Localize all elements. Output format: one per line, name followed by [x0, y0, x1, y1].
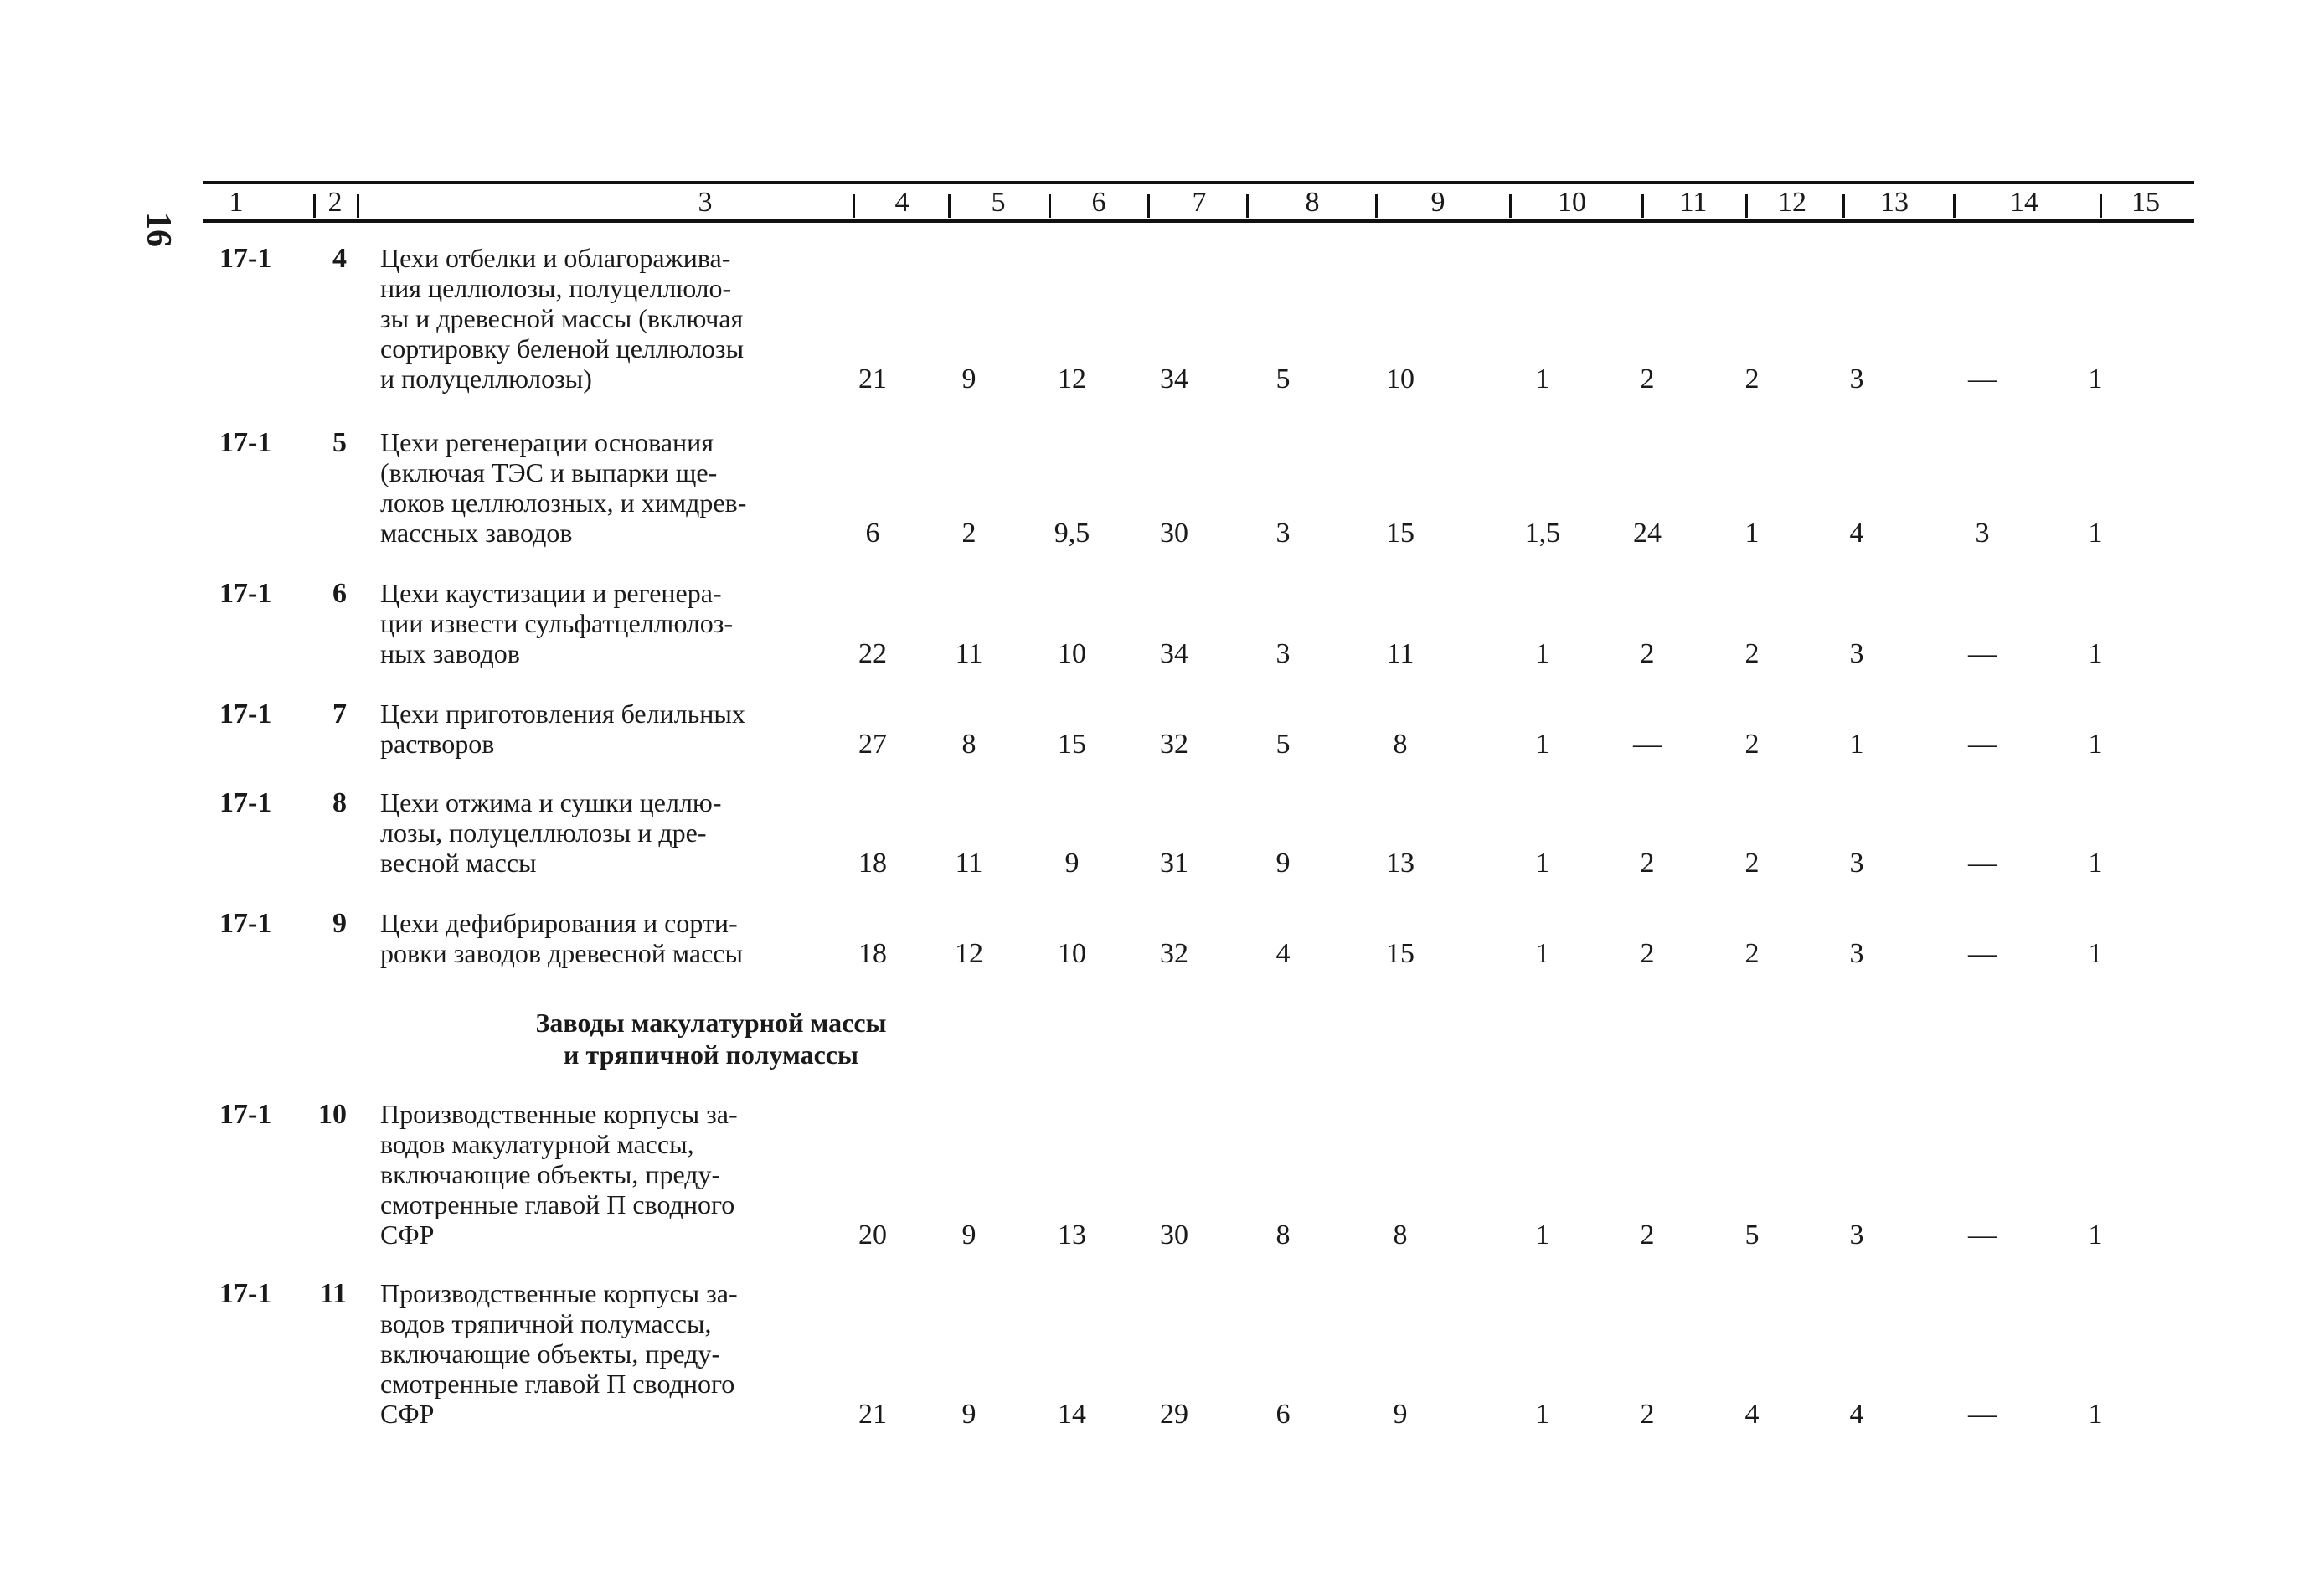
row-value-col-14: — — [1968, 1399, 1997, 1430]
row-value-col-11: 2 — [1640, 848, 1655, 879]
row-value-col-15: 1 — [2088, 938, 2103, 969]
row-value-col-7: 32 — [1160, 729, 1188, 760]
row-value-col-6: 12 — [1058, 364, 1086, 394]
row-value-col-10: 1 — [1535, 1219, 1550, 1250]
row-value-col-8: 5 — [1275, 729, 1291, 760]
row-value-col-13: 3 — [1849, 938, 1864, 969]
header-col-13: 13 — [1880, 187, 1909, 218]
row-code: 17-1 — [219, 908, 272, 939]
row-value-col-10: 1 — [1535, 1399, 1550, 1430]
row-value-col-12: 2 — [1744, 638, 1760, 669]
header-col-10: 10 — [1558, 187, 1586, 218]
row-description: Цехи отбелки и облагоражива- ния целлюлозы, полуцеллюло- зы и древесной массы (включая сортировку беленой целлюлозы и полуцеллюлозы) — [380, 243, 745, 394]
row-value-col-5: 9 — [961, 364, 976, 394]
row-value-col-8: 8 — [1275, 1219, 1291, 1250]
row-value-col-4: 22 — [858, 638, 887, 669]
header-separator — [853, 194, 855, 218]
row-value-col-13: 3 — [1849, 364, 1864, 394]
row-value-col-9: 15 — [1386, 938, 1414, 969]
row-value-col-8: 6 — [1275, 1399, 1291, 1430]
row-value-col-13: 3 — [1849, 848, 1864, 879]
row-value-col-5: 8 — [961, 729, 976, 760]
row-value-col-4: 6 — [865, 518, 880, 549]
header-separator — [1745, 194, 1748, 218]
row-value-col-11: 24 — [1633, 518, 1662, 549]
row-value-col-15: 1 — [2088, 848, 2103, 879]
row-value-col-11: 2 — [1640, 1219, 1655, 1250]
row-value-col-9: 15 — [1386, 518, 1414, 549]
row-value-col-14: — — [1968, 938, 1997, 969]
row-value-col-13: 3 — [1849, 638, 1864, 669]
row-value-col-10: 1 — [1535, 938, 1550, 969]
row-value-col-5: 11 — [955, 848, 983, 879]
row-value-col-7: 31 — [1160, 848, 1188, 879]
row-description: Производственные корпусы за- водов тряпичной полумассы, включающие объекты, преду- смотренные главой П сводного СФР — [380, 1278, 738, 1429]
row-code: 17-1 — [219, 787, 272, 818]
row-value-col-4: 27 — [858, 729, 887, 760]
row-value-col-5: 2 — [961, 518, 976, 549]
row-number: 6 — [332, 578, 347, 609]
row-value-col-14: — — [1968, 848, 1997, 879]
row-value-col-12: 1 — [1744, 518, 1760, 549]
row-value-col-6: 13 — [1058, 1219, 1086, 1250]
row-value-col-7: 30 — [1160, 1219, 1188, 1250]
row-value-col-14: — — [1968, 1219, 1997, 1250]
row-value-col-5: 12 — [955, 938, 983, 969]
row-value-col-6: 14 — [1058, 1399, 1086, 1430]
row-value-col-11: 2 — [1640, 1399, 1655, 1430]
row-value-col-12: 2 — [1744, 848, 1760, 879]
row-value-col-9: 10 — [1386, 364, 1414, 394]
row-value-col-12: 2 — [1744, 729, 1760, 760]
row-value-col-5: 11 — [955, 638, 983, 669]
header-separator — [1375, 194, 1378, 218]
row-code: 17-1 — [219, 427, 272, 458]
row-description: Производственные корпусы за- водов макулатурной массы, включающие объекты, преду- смотренные главой П сводного СФР — [380, 1099, 738, 1250]
table-top-rule — [203, 181, 2194, 184]
header-separator — [1246, 194, 1249, 218]
row-value-col-8: 4 — [1275, 938, 1291, 969]
row-value-col-13: 1 — [1849, 729, 1864, 760]
row-value-col-6: 15 — [1058, 729, 1086, 760]
header-col-7: 7 — [1192, 187, 1207, 218]
row-value-col-14: — — [1968, 729, 1997, 760]
row-value-col-4: 21 — [858, 1399, 887, 1430]
header-col-11: 11 — [1679, 187, 1708, 218]
row-value-col-4: 18 — [858, 848, 887, 879]
row-value-col-7: 34 — [1160, 364, 1188, 394]
header-separator — [1953, 194, 1956, 218]
row-value-col-15: 1 — [2088, 729, 2103, 760]
header-col-3: 3 — [698, 187, 713, 218]
row-value-col-10: 1 — [1535, 364, 1550, 394]
row-value-col-4: 21 — [858, 364, 887, 394]
table-header — [203, 186, 2194, 219]
row-number: 9 — [332, 908, 347, 939]
header-col-6: 6 — [1091, 187, 1106, 218]
header-col-1: 1 — [229, 187, 244, 218]
row-value-col-9: 8 — [1393, 729, 1408, 760]
row-value-col-15: 1 — [2088, 638, 2103, 669]
row-value-col-8: 3 — [1275, 638, 1291, 669]
row-value-col-6: 9 — [1064, 848, 1080, 879]
header-separator — [1049, 194, 1051, 218]
row-value-col-15: 1 — [2088, 1399, 2103, 1430]
row-code: 17-1 — [219, 1099, 272, 1130]
row-value-col-10: 1 — [1535, 729, 1550, 760]
row-value-col-12: 2 — [1744, 938, 1760, 969]
row-value-col-15: 1 — [2088, 1219, 2103, 1250]
row-number: 8 — [332, 787, 347, 818]
header-separator — [1641, 194, 1644, 218]
row-value-col-9: 13 — [1386, 848, 1414, 879]
row-value-col-5: 9 — [961, 1219, 976, 1250]
row-value-col-12: 4 — [1744, 1399, 1760, 1430]
header-col-5: 5 — [991, 187, 1006, 218]
header-separator — [357, 194, 359, 218]
row-value-col-6: 9,5 — [1054, 518, 1090, 549]
section-title-text: Заводы макулатурной массы и тряпичной полумассы — [535, 1008, 887, 1070]
row-value-col-14: — — [1968, 364, 1997, 394]
row-value-col-7: 34 — [1160, 638, 1188, 669]
table-header-rule — [203, 219, 2194, 223]
row-value-col-4: 18 — [858, 938, 887, 969]
row-value-col-5: 9 — [961, 1399, 976, 1430]
row-number: 4 — [332, 243, 347, 274]
row-number: 11 — [319, 1278, 347, 1309]
header-separator — [313, 194, 316, 218]
row-value-col-10: 1 — [1535, 848, 1550, 879]
header-separator — [1147, 194, 1150, 218]
row-value-col-6: 10 — [1058, 938, 1086, 969]
row-value-col-13: 3 — [1849, 1219, 1864, 1250]
header-col-14: 14 — [2010, 187, 2038, 218]
row-value-col-10: 1 — [1535, 638, 1550, 669]
header-col-4: 4 — [894, 187, 910, 218]
row-number: 5 — [332, 427, 347, 458]
row-code: 17-1 — [219, 699, 272, 730]
row-description: Цехи каустизации и регенера- ции извести сульфатцеллюлоз- ных заводов — [380, 578, 734, 668]
row-value-col-11: 2 — [1640, 938, 1655, 969]
row-value-col-9: 8 — [1393, 1219, 1408, 1250]
row-value-col-15: 1 — [2088, 518, 2103, 549]
row-description: Цехи дефибрирования и сорти- ровки заводов древесной массы — [380, 908, 743, 968]
row-value-col-14: 3 — [1975, 518, 1990, 549]
row-number: 10 — [318, 1099, 347, 1130]
row-value-col-11: 2 — [1640, 364, 1655, 394]
header-col-2: 2 — [327, 187, 343, 218]
row-code: 17-1 — [219, 243, 272, 274]
row-number: 7 — [332, 699, 347, 730]
row-value-col-6: 10 — [1058, 638, 1086, 669]
header-col-8: 8 — [1305, 187, 1320, 218]
row-value-col-14: — — [1968, 638, 1997, 669]
header-separator — [1509, 194, 1512, 218]
row-value-col-11: 2 — [1640, 638, 1655, 669]
page-number: 16 — [139, 212, 178, 247]
header-col-12: 12 — [1778, 187, 1806, 218]
row-value-col-4: 20 — [858, 1219, 887, 1250]
header-col-15: 15 — [2131, 187, 2160, 218]
row-value-col-12: 5 — [1744, 1219, 1760, 1250]
row-value-col-10: 1,5 — [1524, 518, 1561, 549]
row-value-col-8: 3 — [1275, 518, 1291, 549]
row-value-col-13: 4 — [1849, 1399, 1864, 1430]
row-value-col-7: 29 — [1160, 1399, 1188, 1430]
row-value-col-15: 1 — [2088, 364, 2103, 394]
row-value-col-7: 32 — [1160, 938, 1188, 969]
row-value-col-8: 9 — [1275, 848, 1291, 879]
header-separator — [2100, 194, 2102, 218]
row-description: Цехи приготовления белильных растворов — [380, 699, 745, 759]
header-separator — [1842, 194, 1845, 218]
row-value-col-8: 5 — [1275, 364, 1291, 394]
section-title — [380, 1007, 1042, 1070]
header-separator — [948, 194, 951, 218]
row-value-col-12: 2 — [1744, 364, 1760, 394]
row-value-col-13: 4 — [1849, 518, 1864, 549]
row-description: Цехи отжима и сушки целлю- лозы, полуцеллюлозы и дре- весной массы — [380, 787, 722, 878]
row-description: Цехи регенерации основания (включая ТЭС и выпарки ще- локов целлюлозных, и химдрев- массных заводов — [380, 427, 747, 548]
row-value-col-9: 11 — [1386, 638, 1414, 669]
row-code: 17-1 — [219, 578, 272, 609]
row-value-col-11: — — [1633, 729, 1662, 760]
row-code: 17-1 — [219, 1278, 272, 1309]
row-value-col-7: 30 — [1160, 518, 1188, 549]
header-col-9: 9 — [1430, 187, 1445, 218]
row-value-col-9: 9 — [1393, 1399, 1408, 1430]
